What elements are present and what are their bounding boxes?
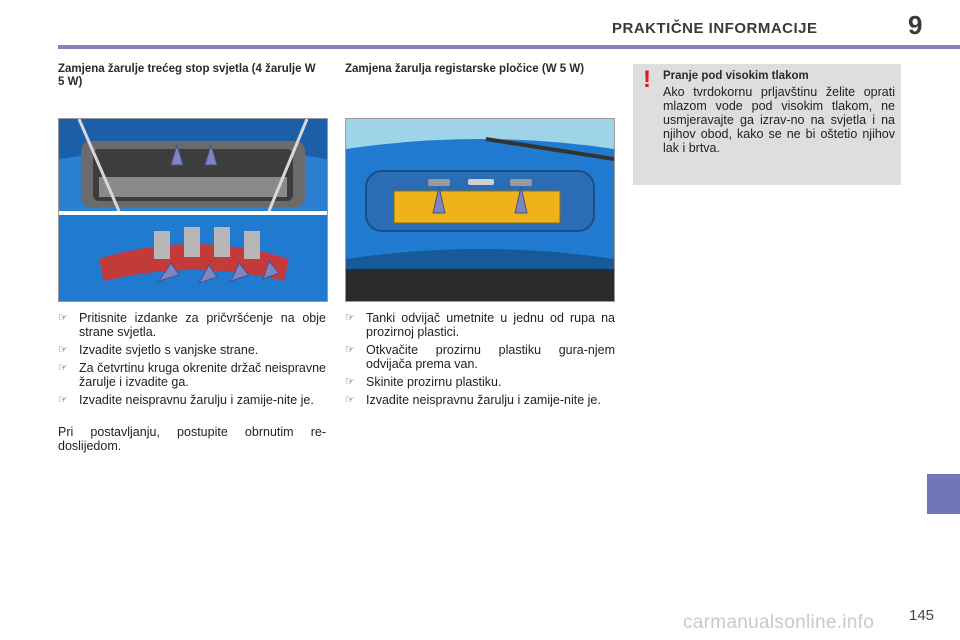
hand-pointer-icon: ☞ [58,362,68,374]
list-item: ☞ Izvadite neispravnu žarulju i zamije-nite je. [345,393,601,407]
photo-third-brake-light [58,118,328,302]
list-item: ☞ Tanki odvijač umetnite u jednu od rupa na prozirnoj plastici. [345,311,615,339]
watermark: carmanualsonline.info [683,612,875,633]
hand-pointer-icon: ☞ [345,394,355,406]
section-title-third-brake-light: Zamjena žarulje trećeg stop svjetla (4 žarulje W 5 W) [58,63,316,88]
list-item: ☞ Izvadite svjetlo s vanjske strane. [58,343,259,357]
chapter-side-tab[interactable] [927,474,960,514]
list-item: ☞ Izvadite neispravnu žarulju i zamije-nite je. [58,393,314,407]
list-item: ☞ Za četvrtinu kruga okrenite držač neispravne žarulje i izvadite ga. [58,361,326,389]
hand-pointer-icon: ☞ [345,312,355,324]
hand-pointer-icon: ☞ [345,344,355,356]
chapter-number: 9 [908,10,923,40]
reassembly-note: Pri postavljanju, postupite obrnutim re-doslijedom. [58,425,326,453]
header-rule [58,45,960,49]
page-number: 145 [909,607,935,624]
warning-text: Ako tvrdokornu prljavštinu želite oprati mlazom vode pod visokim tlakom, ne usmjeravajte ga izrav-no na svjetla i na njihov obod, kako se ne bi oštetio njihov lak i brtva. [663,85,895,155]
photo-plate-light [345,118,615,302]
list-item: ☞ Otkvačite prozirnu plastiku gura-njem odvijača prema van. [345,343,615,371]
section-title-plate-light: Zamjena žarulja registarske pločice (W 5 W) [345,63,585,75]
left-bullet-list [58,311,326,411]
middle-bullet-list [345,311,615,411]
page-header-title: PRAKTIČNE INFORMACIJE [612,20,818,37]
hand-pointer-icon: ☞ [58,312,68,324]
warning-exclamation-icon: ! [643,66,651,93]
hand-pointer-icon: ☞ [345,376,355,388]
warning-title: Pranje pod visokim tlakom [663,70,809,82]
list-item: ☞ Pritisnite izdanke za pričvršćenje na obje strane svjetla. [58,311,326,339]
warning-box [633,64,901,185]
hand-pointer-icon: ☞ [58,344,68,356]
hand-pointer-icon: ☞ [58,394,68,406]
list-item: ☞ Skinite prozirnu plastiku. [345,375,502,389]
